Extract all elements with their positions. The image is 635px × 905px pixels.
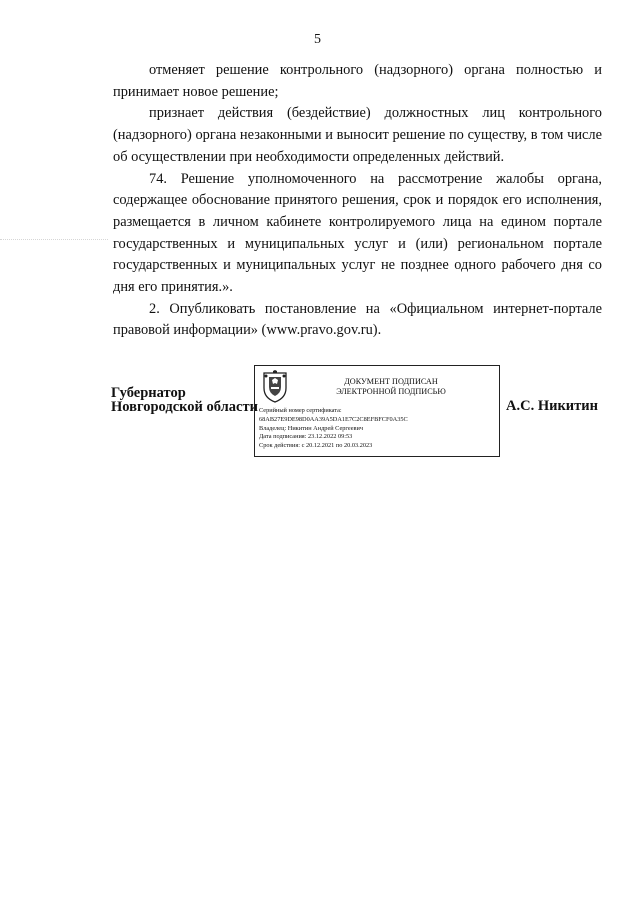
stamp-heading-line2: ЭЛЕКТРОННОЙ ПОДПИСЬЮ: [336, 387, 446, 396]
stamp-heading: [293, 377, 489, 397]
scan-artifact-line: [0, 239, 108, 240]
signatory-title-line2: Новгородской области: [111, 399, 258, 415]
certificate-serial-label: Серийный номер сертификата:: [259, 407, 342, 414]
certificate-serial-value: 68AB27E9DE98D0AA39A5DA1E7C2C8EFBFCF0A35C: [259, 415, 408, 423]
paragraph-cancel-decision: отменяет решение контрольного (надзорного) органа полностью и принимает новое решение;: [113, 62, 602, 100]
stamp-heading-line1: ДОКУМЕНТ ПОДПИСАН: [344, 377, 438, 386]
signatory-title-line1: Губернатор: [111, 385, 186, 401]
signatory-name: А.С. Никитин: [506, 398, 598, 414]
document-body: [113, 60, 602, 342]
coat-of-arms-icon: [260, 370, 290, 404]
page-number: 5: [314, 32, 321, 47]
signing-date: Дата подписания: 23.12.2022 09:53: [259, 433, 353, 441]
stamp-details: [259, 407, 499, 451]
certificate-validity: Срок действия: с 20.12.2021 по 20.03.2023: [259, 442, 373, 450]
certificate-owner: Владелец: Никитин Андрей Сергеевич: [259, 424, 364, 432]
paragraph-publish: 2. Опубликовать постановление на «Официальном интернет-портале правовой информации» (www.pravo.gov.ru).: [113, 300, 602, 339]
paragraph-item-74: 74. Решение уполномоченного на рассмотрение жалобы органа, содержащее обоснование принятого решения, срок и порядок его исполнения, размещается в личном кабинете контролируемого лица на едином портале государственных и муниципальных услуг и (или) региональном портале государственных и муниципальных услуг не позднее одного рабочего дня со дня его принятия.».: [113, 170, 602, 296]
paragraph-recognize-actions: признает действия (бездействие) должностных лиц контрольного (надзорного) органа незаконными и выносит решение по существу, в том числе об осуществлении при необходимости определенных действий.: [113, 105, 602, 165]
signatory-title: [111, 386, 258, 414]
electronic-signature-stamp: [254, 365, 500, 457]
